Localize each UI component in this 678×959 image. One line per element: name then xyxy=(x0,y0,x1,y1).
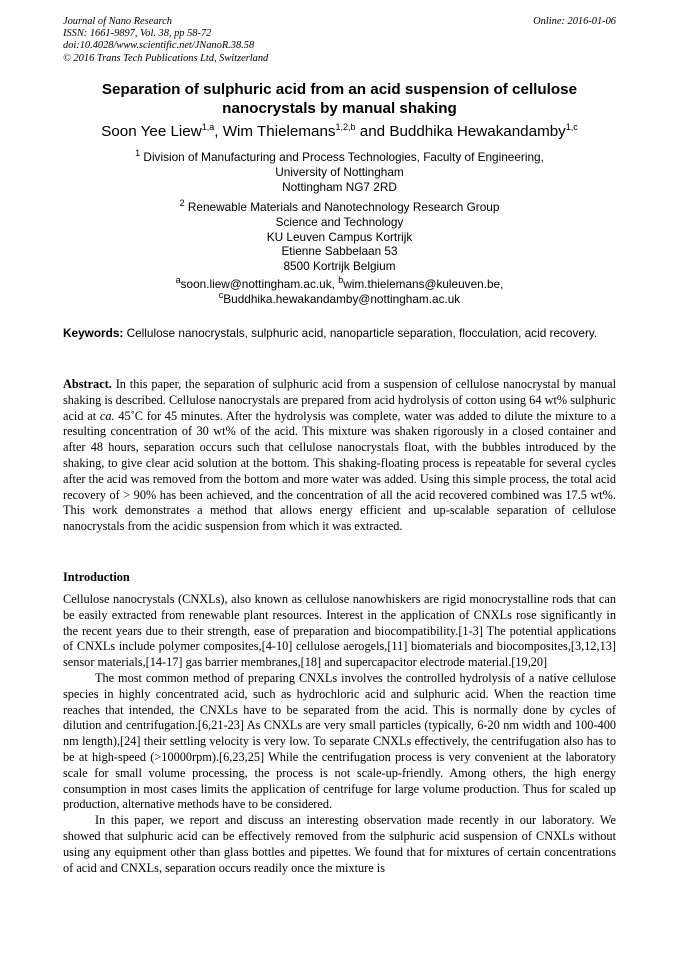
abstract-label: Abstract. xyxy=(63,377,112,391)
author-affiliation-mark: 1,a xyxy=(201,121,215,132)
affiliation-line xyxy=(63,200,616,215)
author-affiliation-mark: 1,c xyxy=(565,121,578,132)
paper-title: Separation of sulphuric acid from an acid suspension of cellulose nanocrystals by manual shaking xyxy=(101,81,578,117)
affiliation-line xyxy=(63,150,616,165)
keywords-label: Keywords: xyxy=(63,326,124,340)
author-list xyxy=(63,123,616,141)
affiliation-line: Science and Technology xyxy=(275,214,404,229)
author-separator: and xyxy=(355,123,390,140)
affiliation-line: KU Leuven Campus Kortrijk xyxy=(266,229,413,244)
email-link[interactable]: wim.thielemans@kuleuven.be, xyxy=(343,277,504,291)
author-affiliation-mark: 1,2,b xyxy=(335,121,356,132)
affiliation-text: Renewable Materials and Nanotechnology Research Group xyxy=(187,200,500,214)
author-name: Wim Thielemans xyxy=(222,123,336,140)
abstract-ca: ca. xyxy=(99,408,115,423)
abstract-text: 45˚C for 45 minutes. After the hydrolysis was complete, water was added to dilute the mixture to a resulting concentration of 30 wt% of the acid. This mixture was shaken rigorously in a closed container and after 48 hours, separation occurs such that cellulose nanocrystals float, with the bubbles introduced by the shaking, to give clear acid solution at the bottom. This shaking-floating process is repeatable for several cycles after the acid was removed from the bottom and more water was added. Using this simple process, the total acid recovery of > 90% has been achieved, and the concentration of all the acid recovered combined was 17.5 wt%. This work demonstrates a method that allows energy efficient and up-scalable separation of cellulose nanocrystals from the acidic suspension from which it was extracted. xyxy=(63,408,616,534)
affiliation-line: Nottingham NG7 2RD xyxy=(282,179,397,194)
abstract-text: In this paper, the separation of sulphuric acid from a suspension of cellulose nanocrystal by manual shaking is described. Cellulose nanocrystals are prepared from acid hydrolysis of cotton using 64 wt% sulphuric acid at xyxy=(63,377,616,423)
paragraph: Cellulose nanocrystals (CNXLs), also known as cellulose nanowhiskers are rigid monocrystalline rods that can be easily extracted from renewable plant resources. Interest in the application of CNXLs rose significantly in the recent years due to their strength, ease of preparation and biocompatibility.[1-3] The potential applications of CNXLs include polymer composites,[4-10] cellulose aerogels,[11] biomaterials and biocomposites,[3,12,13] sensor materials,[14-17] gas barrier membranes,[18] and supercapacitor electrode material.[19,20] xyxy=(63,592,616,670)
email-mark: b xyxy=(338,275,344,286)
affiliation-line: University of Nottingham xyxy=(275,164,404,179)
journal-header xyxy=(63,16,616,65)
author-separator: , xyxy=(214,123,223,140)
author-emails xyxy=(63,277,616,307)
email-mark: a xyxy=(175,275,181,286)
copyright: © 2016 Trans Tech Publications Ltd, Switzerland xyxy=(63,52,269,64)
journal-name: Journal of Nano Research xyxy=(63,16,172,27)
issn: ISSN: 1661-9897, Vol. 38, pp 58-72 xyxy=(63,28,212,40)
affiliation-line: Etienne Sabbelaan 53 xyxy=(281,244,398,259)
paragraph: In this paper, we report and discuss an interesting observation made recently in our laboratory. We showed that sulphuric acid can be effectively removed from the sulphuric acid suspension of CNXLs without using any equipment other than glass bottles and pipettes. We found that for mixtures of certain concentrations of acid and CNXLs, separation occurs readily once the mixture is xyxy=(63,813,616,875)
keywords-text: Cellulose nanocrystals, sulphuric acid, nanoparticle separation, flocculation, acid recovery. xyxy=(123,326,598,340)
email-link[interactable]: soon.liew@nottingham.ac.uk xyxy=(180,277,332,291)
paragraph: The most common method of preparing CNXLs involves the controlled hydrolysis of a native cellulose species in highly concentrated acid, such as hydrochloric acid and sulphuric acid. When the reaction time reaches that intended, the CNXLs have to be separated from the acid. This is normally done by cycles of dilution and centrifugation.[6,21-23] As CNXLs are very small particles (typically, 6-20 nm width and 100-400 nm length),[24] their settling velocity is very low. To separate CNXLs effectively, the centrifugation also has to be at high-speed (>10000rpm).[6,23,25] While the centrifugation process is very convenient at the laboratory scale for small volume processing, the process is not scale-up-friendly. Among others, the high energy consumption in most cases limits the application of centrifuge for large volume production. Thus for scaled up production, alternative methods have to be considered. xyxy=(63,670,616,812)
affiliation-number: 1 xyxy=(135,148,141,159)
affiliation-1 xyxy=(63,150,616,194)
email-link[interactable]: Buddhika.hewakandamby@nottingham.ac.uk xyxy=(223,292,461,306)
email-separator: , xyxy=(331,277,339,291)
affiliation-number: 2 xyxy=(179,198,185,209)
doi[interactable]: doi:10.4028/www.scientific.net/JNanoR.38.58 xyxy=(63,40,255,52)
email-mark: c xyxy=(218,290,224,301)
keywords xyxy=(63,326,616,342)
abstract xyxy=(63,377,616,535)
author-name: Soon Yee Liew xyxy=(101,123,202,140)
author-name: Buddhika Hewakandamby xyxy=(389,123,566,140)
affiliation-text: Division of Manufacturing and Process Technologies, Faculty of Engineering, xyxy=(143,150,544,164)
affiliation-2 xyxy=(63,200,616,274)
online-date: Online: 2016-01-06 xyxy=(533,16,616,27)
introduction-body xyxy=(63,592,616,876)
section-heading-introduction: Introduction xyxy=(63,570,130,584)
affiliation-line: 8500 Kortrijk Belgium xyxy=(283,259,396,274)
